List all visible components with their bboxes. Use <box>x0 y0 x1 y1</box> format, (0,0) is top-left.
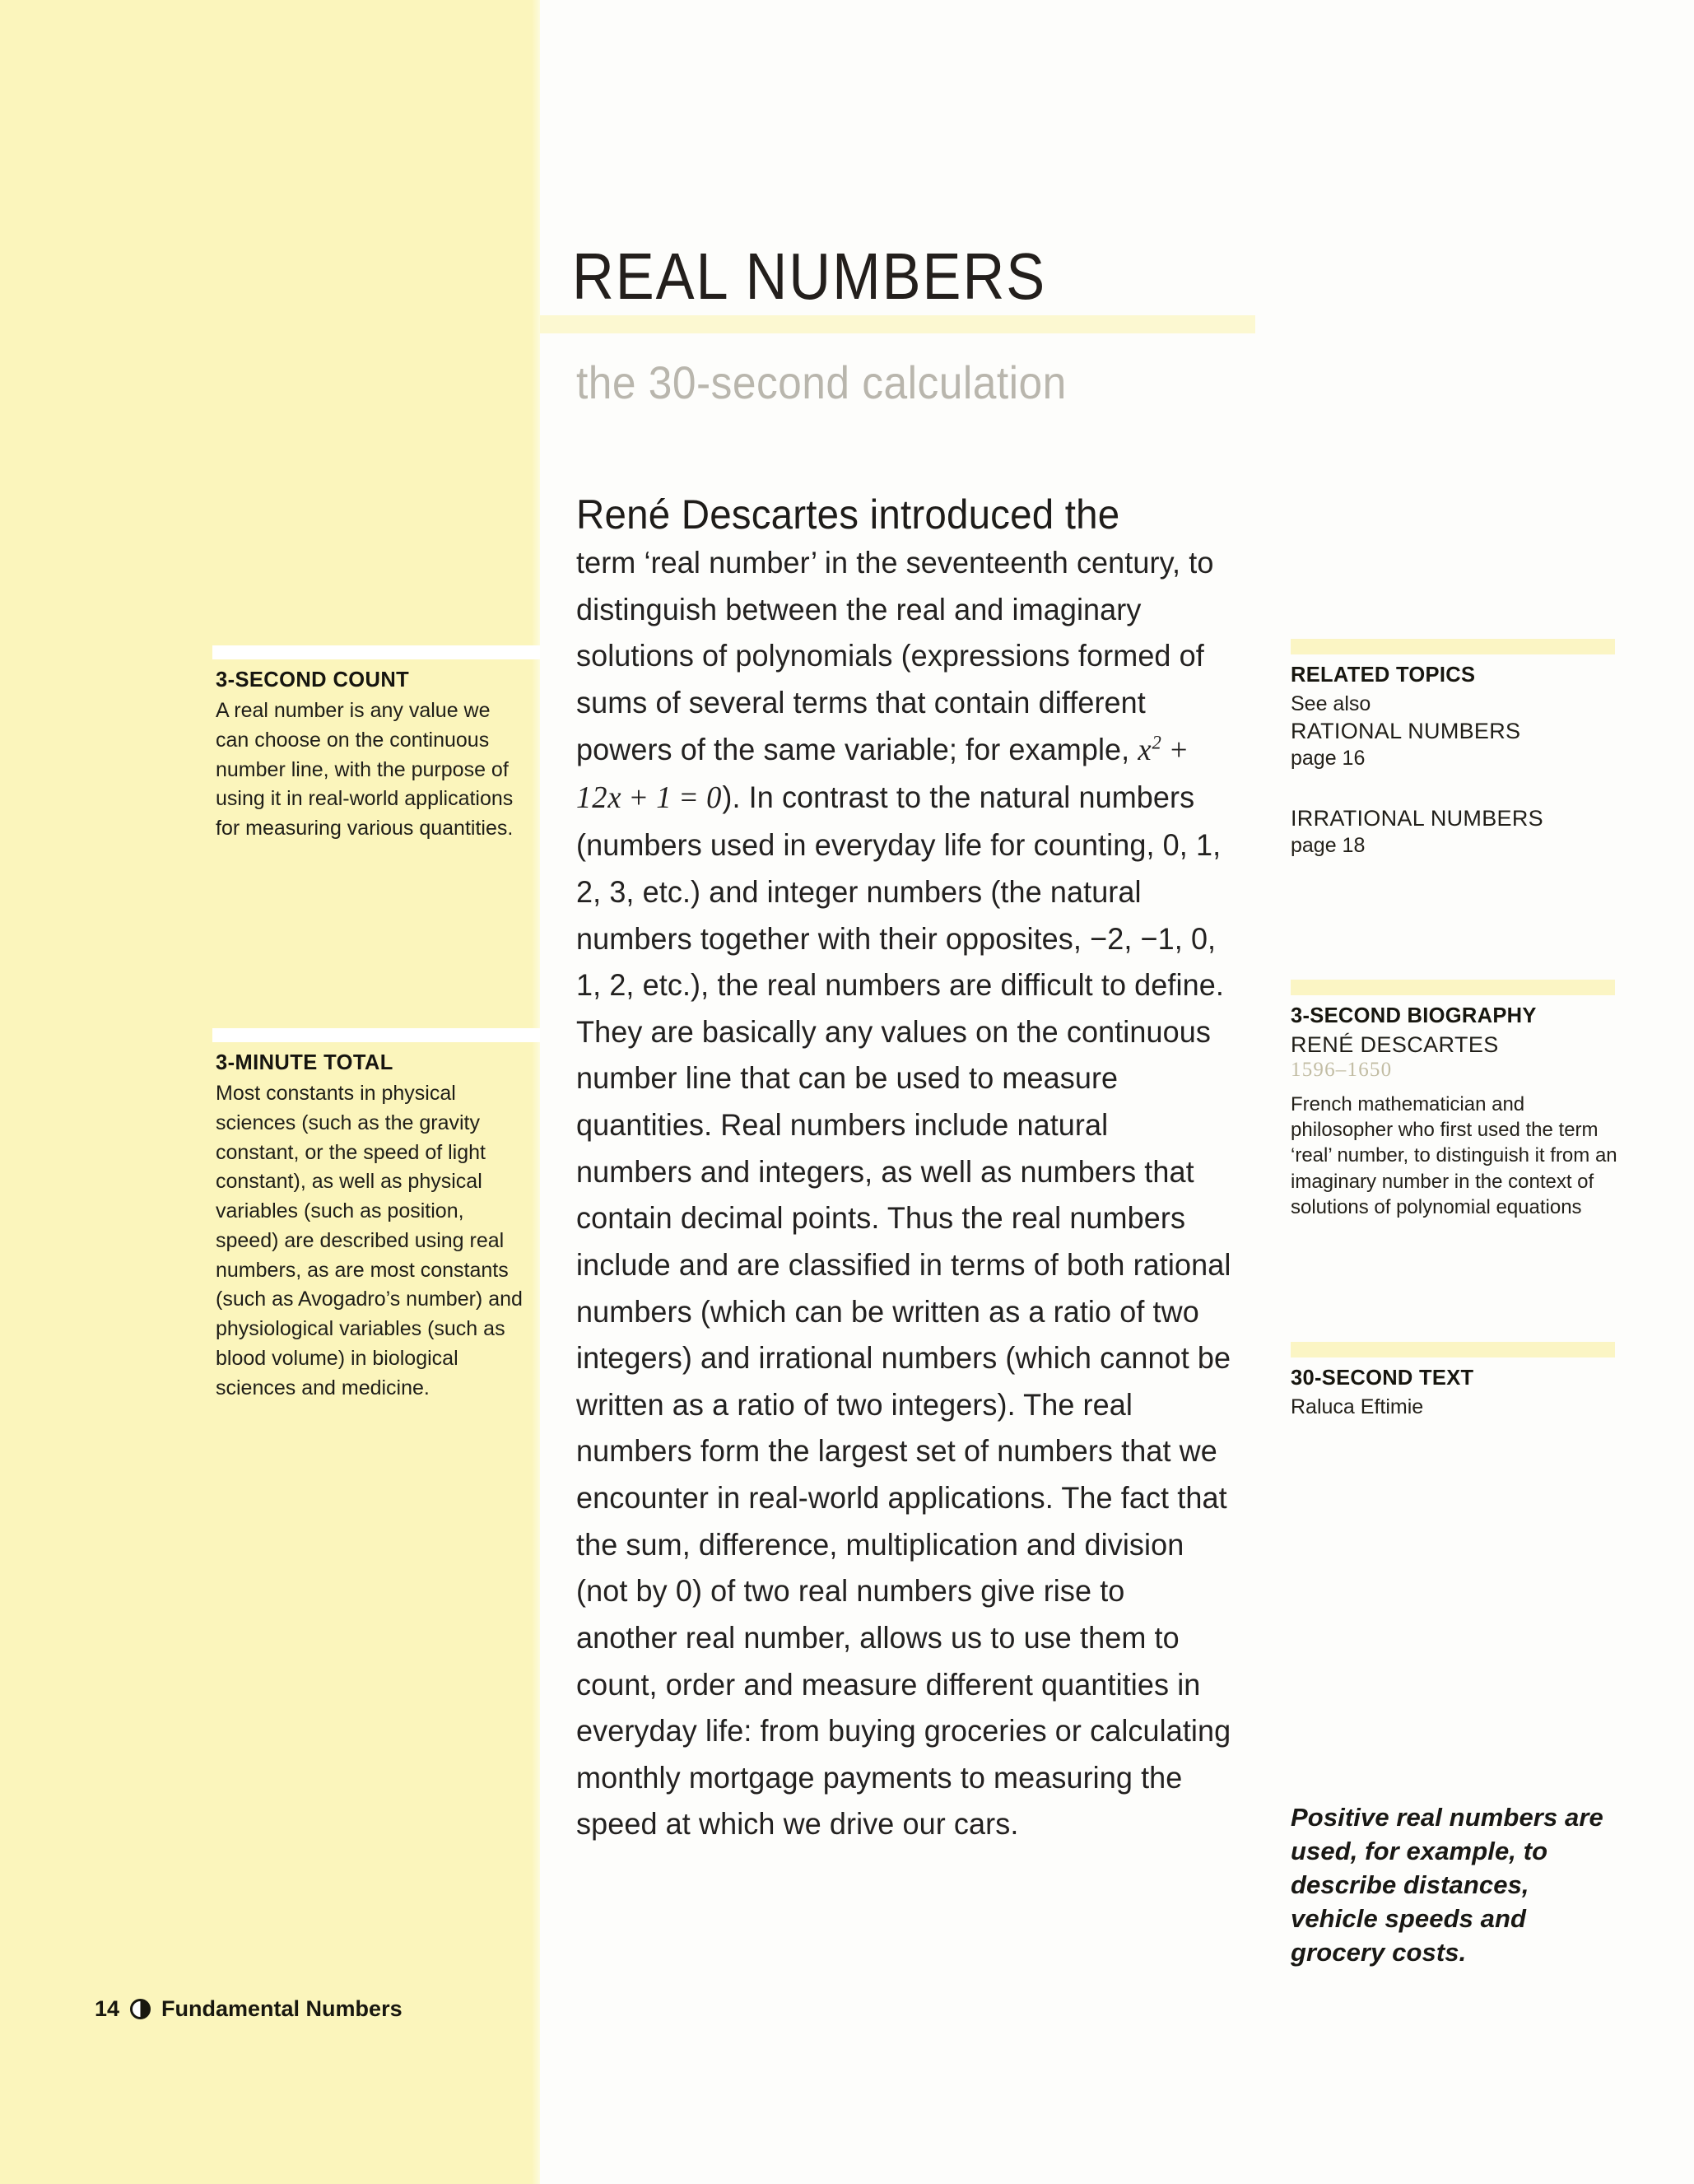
biography-heading: 3-SECOND BIOGRAPHY <box>1291 1004 1537 1027</box>
biography-name: RENÉ DESCARTES <box>1291 1032 1499 1057</box>
main-body-column <box>576 491 1259 1847</box>
accent-bar-biography <box>1291 980 1615 995</box>
sidebar-heading-3-second-count: 3-SECOND COUNT <box>216 668 410 692</box>
text30-block <box>1291 1367 1620 1421</box>
text30-author: Raluca Eftimie <box>1291 1395 1424 1418</box>
sidebar-text-3-minute-total: Most constants in physical sciences (such as the gravity constant, or the speed of light constant), as well as physical variables (such as position, speed) are described using real numbers, as are most constants (such as Avogadro’s number) and physiological variables (such as blood volume) in biological sciences and medicine. <box>216 1082 523 1399</box>
related-topic-name-1[interactable]: IRRATIONAL NUMBERS <box>1291 806 1543 831</box>
related-topics-block <box>1291 664 1620 860</box>
sidebar-block-3-second-count <box>216 668 527 844</box>
biography-description: French mathematician and philosopher who first used the term ‘real’ number, to distinguish it from an imaginary number in the context of solutions of polynomial equations <box>1291 1092 1617 1218</box>
related-topic-page-0: page 16 <box>1291 746 1366 770</box>
title-underline-band <box>540 315 1255 333</box>
text30-heading: 30-SECOND TEXT <box>1291 1367 1474 1390</box>
accent-bar-related <box>1291 639 1615 654</box>
sidebar-block-3-minute-total <box>216 1051 527 1403</box>
inline-equation: $x^2 + 12x + 1 = 0$ <box>576 731 1189 815</box>
body-text-part-2: ). In contrast to the natural numbers (numbers used in everyday life for counting, 0, 1, 2, 3, etc.) and integer numbers (the natural numbers together with their opposites, −2, −1, 0, 1, 2, etc.), the real numbers are difficult to define. They are basically any values on the continuous number line that can be used to measure quantities. Real numbers include natural numbers and integers, as well as numbers that contain decimal points. Thus the real numbers include and are classified in terms of both rational numbers (which can be written as a ratio of two integers) and irrational numbers (which cannot be written as a ratio of two integers). The real numbers form the largest set of numbers that we encounter in real-world applications. The fact that the sum, difference, multiplication and division (not by 0) of two real numbers give rise to another real number, allows us to use them to count, order and measure different quantities in everyday life: from buying groceries or calculating monthly mortgage payments to measuring the speed at which we drive our cars. <box>576 779 1231 1842</box>
related-topics-gap <box>1291 772 1620 805</box>
figure-caption: Positive real numbers are used, for example, to describe distances, vehicle speeds and grocery costs. <box>1291 1803 1603 1967</box>
see-also-label: See also <box>1291 692 1371 715</box>
footer-page-number: 14 <box>95 1996 120 2021</box>
page-subtitle: the 30-second calculation <box>576 356 1067 408</box>
biography-dates: 1596–1650 <box>1291 1058 1393 1081</box>
related-topics-heading: RELATED TOPICS <box>1291 664 1476 687</box>
body-text-part-1: term ‘real number’ in the seventeenth century, to distinguish between the real and imaginary solutions of polynomials (expressions formed of sums of several terms that contain different powers of the same variable; for example, <box>576 545 1214 766</box>
half-circle-icon <box>130 1999 151 2019</box>
sidebar-text-3-second-count: A real number is any value we can choose on the continuous number line, with the purpose of using it in real-world applications for measuring various quantities. <box>216 699 514 840</box>
related-topic-name-0[interactable]: RATIONAL NUMBERS <box>1291 719 1521 744</box>
lead-sentence: René Descartes introduced the <box>576 491 1120 538</box>
panel-divider-top <box>212 645 540 659</box>
panel-divider-bottom <box>212 1028 540 1042</box>
page-footer <box>95 1996 403 2022</box>
related-topic-page-1: page 18 <box>1291 833 1366 857</box>
accent-bar-text30 <box>1291 1342 1615 1357</box>
footer-section-name: Fundamental Numbers <box>161 1996 403 2021</box>
body-paragraph <box>576 539 1232 1847</box>
sidebar-heading-3-minute-total: 3-MINUTE TOTAL <box>216 1051 393 1074</box>
page-title: REAL NUMBERS <box>572 240 1047 313</box>
biography-block <box>1291 1004 1620 1220</box>
